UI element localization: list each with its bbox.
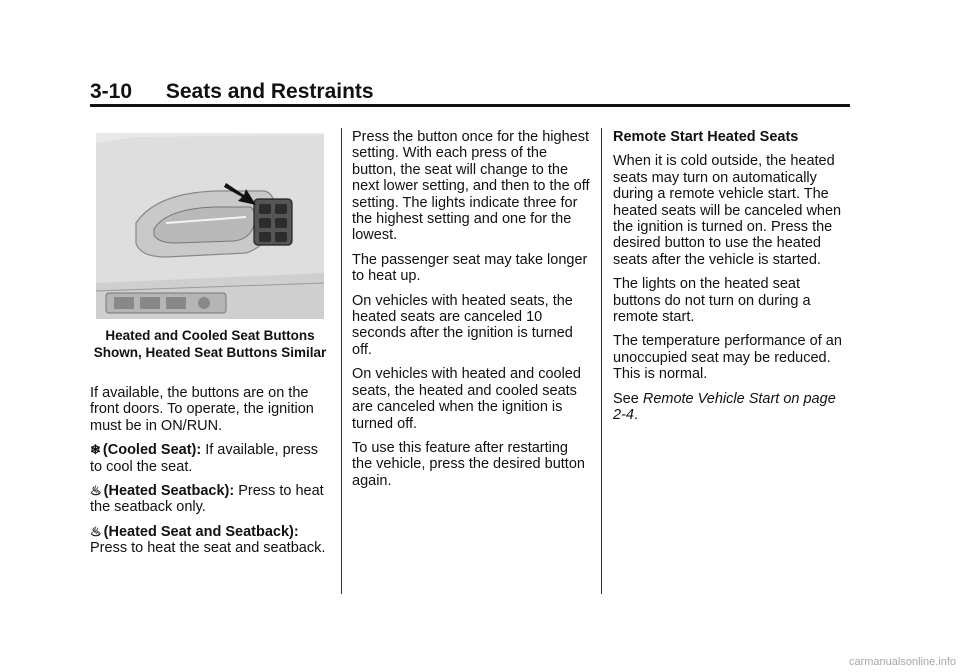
- heated-seatback-text: Press to heat the seatback only.: [90, 483, 324, 516]
- paragraph: The temperature performance of an unoccupied seat may be reduced. This is normal.: [613, 333, 842, 383]
- paragraph: To use this feature after restarting the vehicle, press the desired button again.: [352, 439, 585, 489]
- see-reference: [613, 391, 851, 424]
- heated-seat-and-seatback-label: (Heated Seat and Seatback):: [103, 523, 299, 540]
- paragraph: On vehicles with heated and cooled seats, the heated and cooled seats are canceled when the ignition is turned off.: [352, 366, 581, 432]
- column-2: [352, 129, 592, 497]
- paragraph: When it is cold outside, the heated seats may turn on automatically during a remote vehicle start. The heated seats will be canceled when the ignition is turned on. Press the desired button to use the heated seats after the vehicle is started.: [613, 153, 842, 268]
- cross-reference-link[interactable]: Remote Vehicle Start on page 2-4: [613, 390, 836, 424]
- column-3: [613, 129, 851, 432]
- heated-seat-and-seatback-item: [90, 524, 332, 557]
- header-rule: [90, 104, 850, 107]
- column-divider-2: [601, 128, 602, 594]
- cooled-seat-item: [90, 442, 332, 475]
- heated-seat-and-seatback-text: Press to heat the seat and seatback.: [90, 540, 326, 557]
- paragraph: Press the button once for the highest setting. With each press of the button, the seat will change to the next lower setting, and then to the off setting. The lights indicate three for the highest setting and one for the lowest.: [352, 129, 590, 244]
- section-number: 3-10: [90, 80, 133, 103]
- heated-seatback-label: (Heated Seatback):: [103, 483, 235, 500]
- heated-seatback-icon: ♨: [90, 483, 102, 499]
- section-title: Seats and Restraints: [165, 80, 374, 103]
- remote-start-heading: Remote Start Heated Seats: [613, 129, 799, 145]
- watermark: carmanualsonline.info: [848, 656, 956, 668]
- intro-paragraph: If available, the buttons are on the front doors. To operate, the ignition must be in ON/RUN.: [90, 385, 314, 434]
- cooled-seat-icon: ❄: [90, 442, 101, 458]
- column-1: [90, 385, 332, 565]
- heated-seatback-item: [90, 483, 332, 516]
- see-prefix: See: [613, 390, 639, 407]
- cooled-seat-text: If available, press to cool the seat.: [90, 442, 319, 475]
- paragraph: The lights on the heated seat buttons do not turn on during a remote start.: [613, 276, 811, 326]
- paragraph: On vehicles with heated seats, the heated seats are canceled 10 seconds after the ignition is turned off.: [352, 292, 573, 358]
- door-panel-illustration: [96, 133, 324, 319]
- cooled-seat-label: (Cooled Seat):: [102, 442, 202, 459]
- column-divider-1: [341, 128, 342, 594]
- page-header: [90, 80, 374, 104]
- paragraph: The passenger seat may take longer to heat up.: [352, 251, 588, 285]
- heated-seat-and-seatback-icon: ♨: [90, 523, 102, 539]
- figure-caption: Heated and Cooled Seat Buttons Shown, Heated Seat Buttons Similar: [93, 328, 327, 360]
- see-suffix: .: [633, 407, 638, 424]
